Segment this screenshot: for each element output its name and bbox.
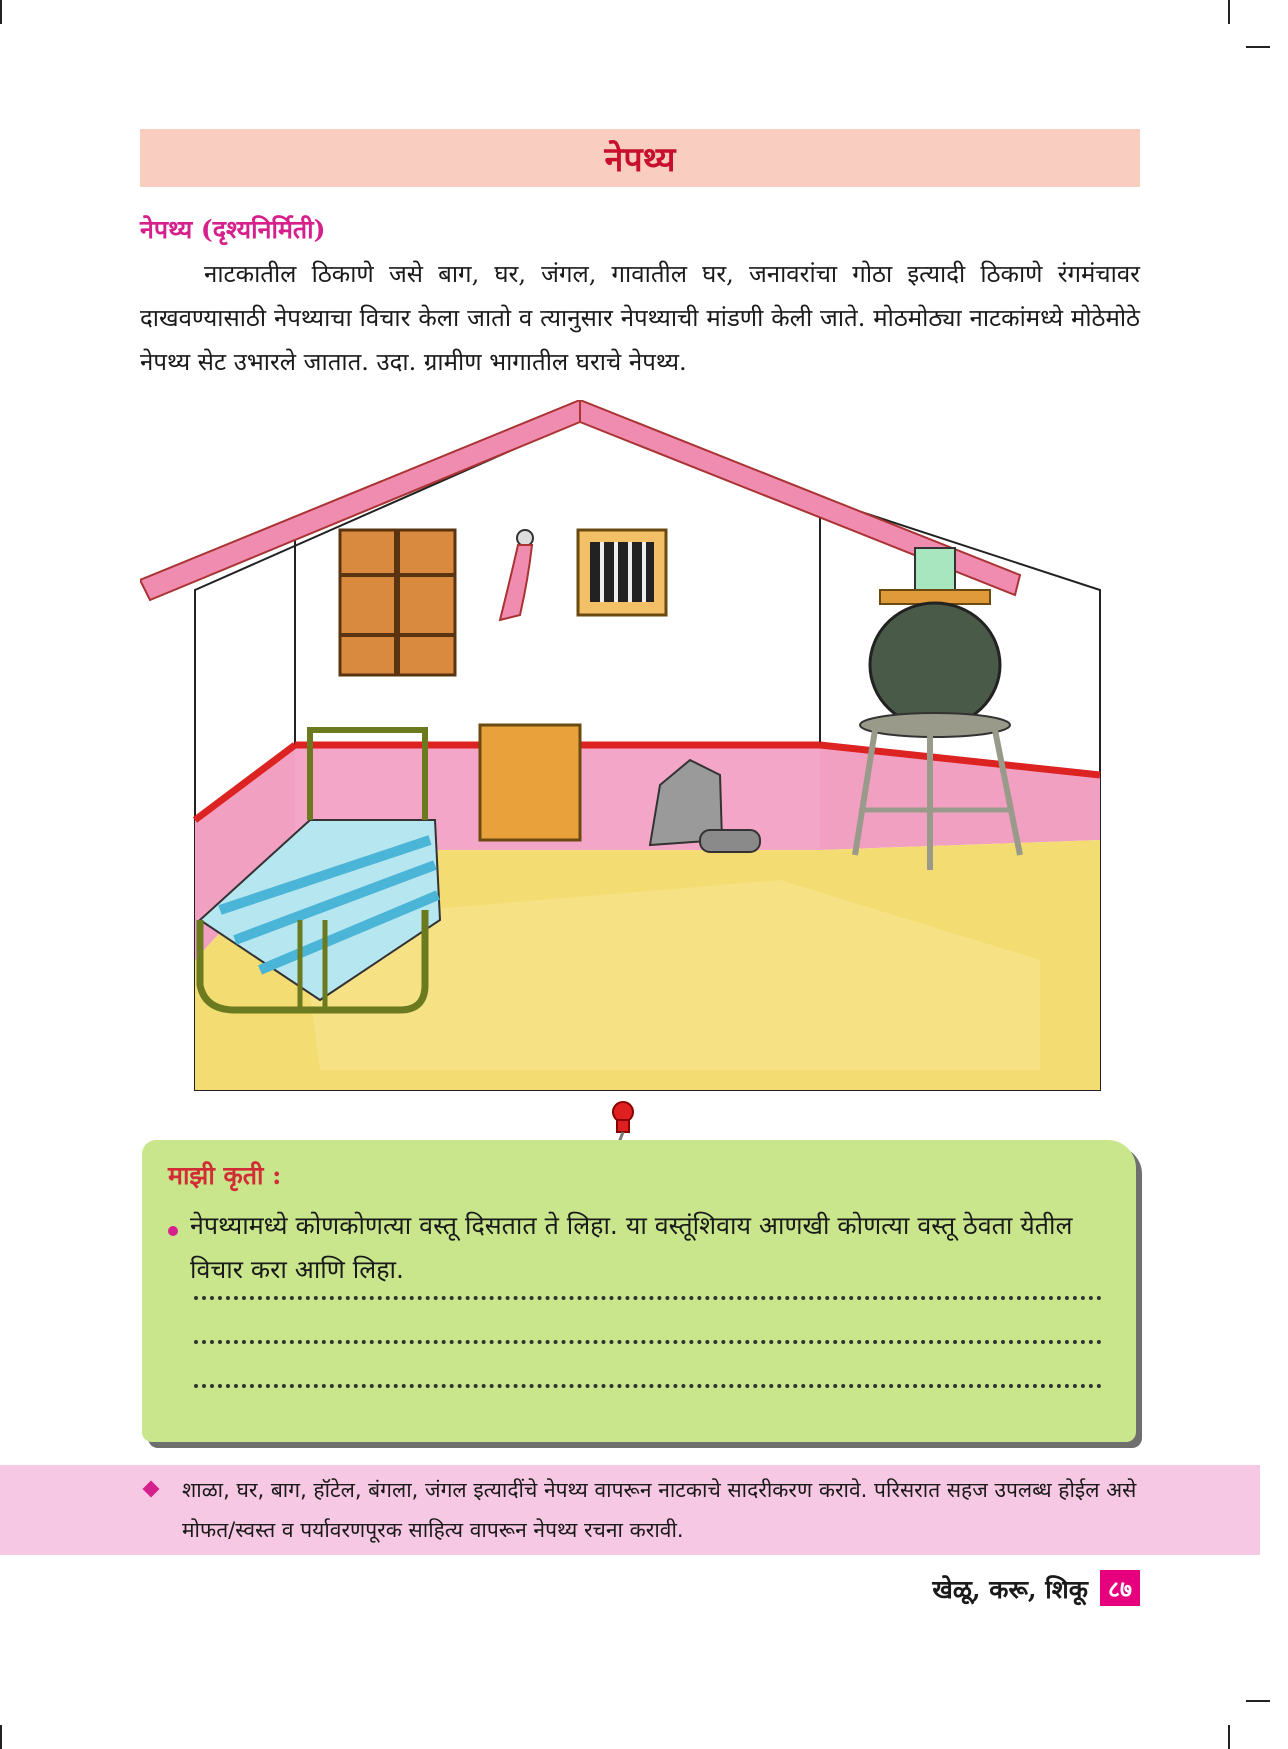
wooden-box: [480, 725, 580, 840]
page-title: नेपथ्य: [604, 140, 676, 180]
crop-mark: [1228, 1725, 1230, 1749]
section-heading: नेपथ्य (दृश्यनिर्मिती): [140, 215, 326, 244]
crop-mark: [0, 0, 2, 24]
teacher-note-text: शाळा, घर, बाग, हॉटेल, बंगला, जंगल इत्यादींचे नेपथ्य वापरून नाटकाचे सादरीकरण करावे. परिसरात सहज उपलब्ध होईल असे मोफत/स्वस्त व पर्यावरणपूरक साहित्य वापरून नेपथ्य रचना करावी.: [182, 1478, 1137, 1542]
stand-top: [860, 713, 1010, 737]
section-body: नाटकातील ठिकाणे जसे बाग, घर, जंगल, गावातील घर, जनावरांचा गोठा इत्यादी ठिकाणे रंगमंचावर दाखवण्यासाठी नेपथ्याचा विचार केला जातो व त्यानुसार नेपथ्याची मांडणी केली जाते. मोठमोठ्या नाटकांमध्ये मोठेमोठे नेपथ्य सेट उभारले जातात. उदा. ग्रामीण भागातील घराचे नेपथ्य.: [140, 260, 1140, 376]
activity-box: [142, 1140, 1136, 1442]
wall-hook: [517, 530, 533, 546]
crop-mark: [1228, 0, 1230, 24]
activity-title: माझी कृती :: [168, 1161, 282, 1190]
crop-mark: [1246, 46, 1270, 48]
activity-prompt: नेपथ्यामध्ये कोणकोणत्या वस्तू दिसतात ते लिहा. या वस्तूंशिवाय आणखी कोणत्या वस्तू ठेवता येतील विचार करा आणि लिहा.: [190, 1211, 1073, 1284]
bullet-icon: [168, 1226, 178, 1236]
answer-line[interactable]: [194, 1296, 1102, 1300]
glass-tumbler: [915, 548, 955, 593]
book-title: खेळू, करू, शिकू: [932, 1575, 1088, 1604]
crop-mark: [1246, 1700, 1270, 1702]
answer-line[interactable]: [194, 1384, 1102, 1388]
page-number: ८७: [1100, 1570, 1140, 1606]
answer-line[interactable]: [194, 1340, 1102, 1344]
stage-set-illustration: [140, 400, 1140, 1100]
page-title-bar: [140, 129, 1140, 187]
water-pot: [870, 603, 1000, 727]
crop-mark: [0, 1725, 2, 1749]
stone-roller: [700, 830, 760, 852]
